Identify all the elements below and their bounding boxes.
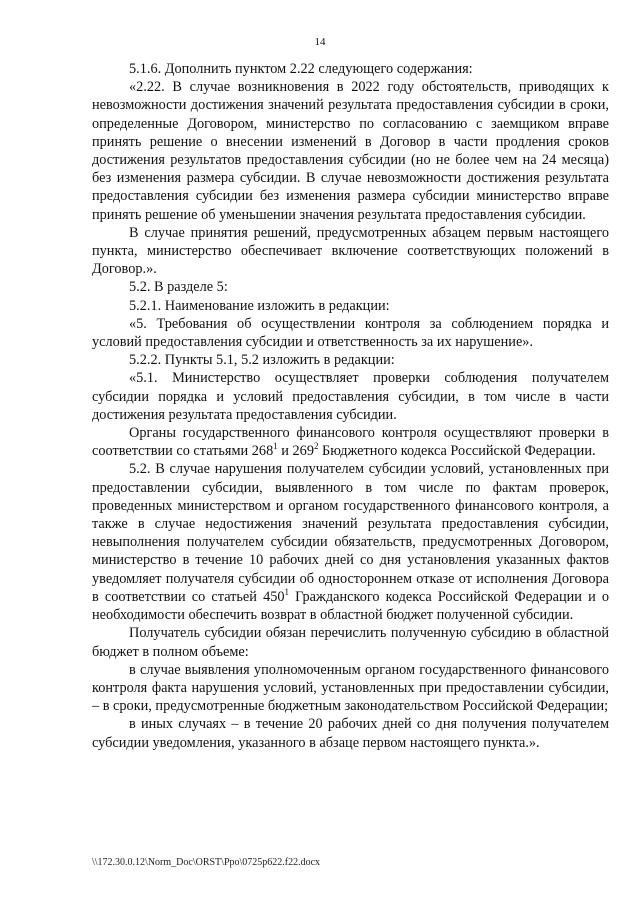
- paragraph-refund-obligation: Получатель субсидии обязан перечислить полученную субсидию в областной бюджет в полном объеме:: [92, 625, 609, 660]
- paragraph-5-2-1: 5.2.1. Наименование изложить в редакции:: [129, 297, 390, 314]
- paragraph-refund-case-1: в случае выявления уполномоченным органом государственного финансового контроля факта нарушения условий, установленных при предоставлении субсидии, – в сроки, предусмотренные бюджетным законодательством Российской Федерации;: [92, 661, 609, 715]
- page-number: 14: [314, 36, 326, 48]
- paragraph-5-2: 5.2. В разделе 5:: [129, 279, 228, 296]
- superscript: 1: [273, 441, 278, 452]
- text-run: Гражданского кодекса Российской Федерации и о необходимости обеспечить возврат в областной бюджет полученной субсидии.: [92, 588, 609, 624]
- paragraph-refund-case-2: в иных случаях – в течение 20 рабочих дней со дня получения получателем субсидии уведомления, указанного в абзаце первом настоящего пункта.».: [92, 716, 609, 751]
- paragraph-5-2-2: 5.2.2. Пункты 5.1, 5.2 изложить в редакции:: [129, 352, 395, 369]
- text-run: 5.2. В случае нарушения получателем субсидии условий, установленных при предоставлении субсидии, выявленного в том числе по фактам проверок, проведенных министерством и органом государственного финансового контроля, а также в случае недостижения значений результата предоставления субсидии, невыполнения получателем субсидии обязательств, предусмотренных Договором, министерство в течение 10 рабочих дней со дня установления указанных фактов уведомляет получателя субсидии об одностороннем отказе от исполнения Договора в соответствии со статьей 450: [92, 461, 609, 605]
- paragraph-5-1: «5.1. Министерство осуществляет проверки соблюдения получателем субсидии порядка и условий предоставления субсидии, в том числе в части достижения результата предоставления субсидии.: [92, 370, 609, 423]
- paragraph-financial-control: [92, 424, 609, 460]
- text-run: и 269: [277, 443, 314, 460]
- superscript: 1: [284, 587, 290, 598]
- superscript: 2: [313, 441, 319, 452]
- document-body: [92, 60, 609, 752]
- paragraph-section-5-title: «5. Требования об осуществлении контроля за соблюдением порядка и условий предоставления субсидии и ответственность за их нарушение».: [92, 315, 609, 351]
- paragraph-2-22: «2.22. В случае возникновения в 2022 году обстоятельств, приводящих к невозможности достижения значений результата предоставления субсидии в сроки, определенные Договором, министерство по согласованию с заемщиком вправе принять решение о внесении изменений в Договор в части продления сроков достижения результатов предоставления субсидии (но не более чем на 24 месяца) без изменения размера субсидии. В случае невозможности достижения результата предоставления субсидии без изменения размера субсидии министерство вправе принять решение об уменьшении значения результата предоставления субсидии.: [92, 79, 609, 223]
- paragraph-5-1-6: 5.1.6. Дополнить пунктом 2.22 следующего содержания:: [129, 61, 473, 77]
- footer-file-path: \\172.30.0.12\Norm_Doc\ORST\Ppo\0725p622.f22.docx: [92, 857, 321, 868]
- text-run: Органы государственного финансового контроля осуществляют проверки в соответствии со статьями 268: [92, 425, 609, 460]
- text-run: Бюджетного кодекса Российской Федерации.: [318, 443, 596, 460]
- paragraph-5-2-violation: [92, 460, 609, 624]
- paragraph-decisions: В случае принятия решений, предусмотренных абзацем первым настоящего пункта, министерство обеспечивает включение соответствующих положений в Договор.».: [92, 224, 609, 278]
